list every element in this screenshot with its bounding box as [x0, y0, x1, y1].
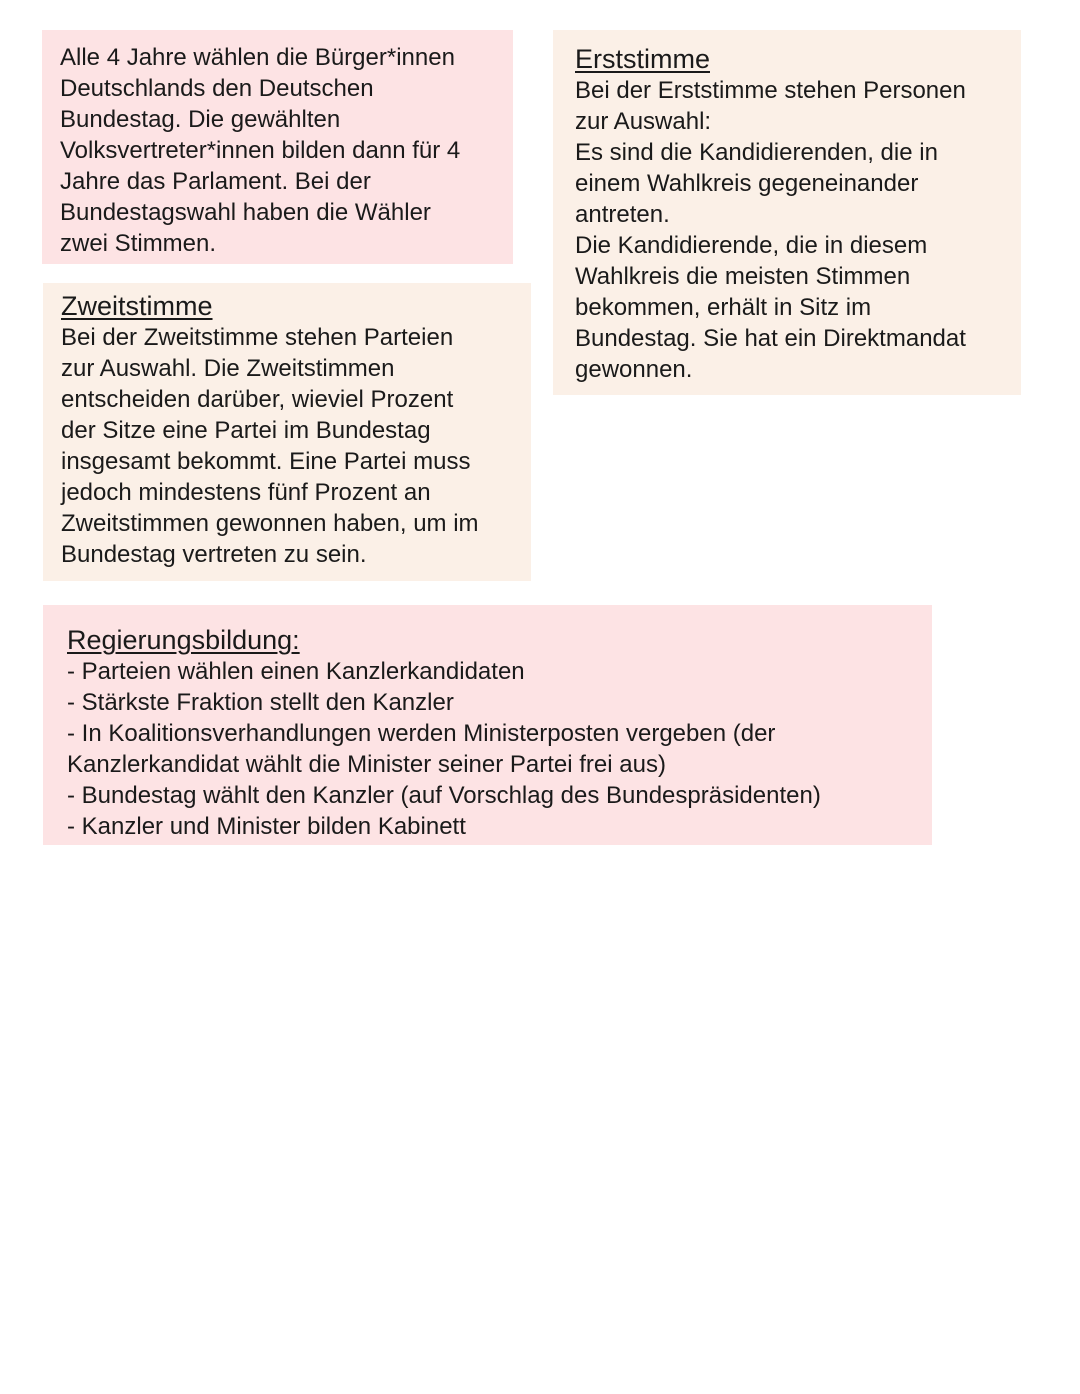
text-line: Es sind die Kandidierenden, die in: [575, 139, 938, 166]
text-line: bekommen, erhält in Sitz im: [575, 294, 872, 321]
list-item: - Parteien wählen einen Kanzlerkandidaten: [67, 658, 525, 685]
text-line: Die Kandidierende, die in diesem: [575, 232, 928, 259]
text-line: Wahlkreis die meisten Stimmen: [575, 263, 911, 290]
regierungsbildung-box: [43, 605, 932, 845]
text-line: zur Auswahl:: [575, 108, 712, 135]
erststimme-box: [553, 30, 1021, 395]
text-line: jedoch mindestens fünf Prozent an: [61, 479, 431, 506]
text-line: Alle 4 Jahre wählen die Bürger*innen: [60, 44, 455, 71]
text-line: Jahre das Parlament. Bei der: [60, 168, 371, 195]
intro-box: [42, 30, 513, 264]
text-line: zwei Stimmen.: [60, 230, 217, 257]
text-line: insgesamt bekommt. Eine Partei muss: [61, 448, 471, 475]
zweitstimme-heading: Zweitstimme: [61, 291, 213, 321]
list-item: - Bundestag wählt den Kanzler (auf Vorschlag des Bundespräsidenten): [67, 782, 821, 809]
zweitstimme-text: [61, 322, 525, 570]
text-line: zur Auswahl. Die Zweitstimmen: [61, 355, 395, 382]
list-item: Kanzlerkandidat wählt die Minister seiner Partei frei aus): [67, 751, 666, 778]
text-line: Bundestagswahl haben die Wähler: [60, 199, 431, 226]
list-item: - Kanzler und Minister bilden Kabinett: [67, 813, 466, 840]
text-line: einem Wahlkreis gegeneinander: [575, 170, 919, 197]
text-line: Bundestag. Die gewählten: [60, 106, 341, 133]
erststimme-heading: Erststimme: [575, 44, 710, 74]
text-line: entscheiden darüber, wieviel Prozent: [61, 386, 454, 413]
text-line: der Sitze eine Partei im Bundestag: [61, 417, 431, 444]
text-line: Bei der Zweitstimme stehen Parteien: [61, 324, 454, 351]
text-line: Deutschlands den Deutschen: [60, 75, 374, 102]
text-line: Volksvertreter*innen bilden dann für 4: [60, 137, 461, 164]
text-line: Bundestag. Sie hat ein Direktmandat: [575, 325, 966, 352]
text-line: Bundestag vertreten zu sein.: [61, 541, 367, 568]
list-item: - In Koalitionsverhandlungen werden Ministerposten vergeben (der: [67, 720, 776, 747]
erststimme-text: [575, 75, 1013, 385]
list-item: - Stärkste Fraktion stellt den Kanzler: [67, 689, 454, 716]
intro-text: [60, 42, 503, 259]
text-line: gewonnen.: [575, 356, 693, 383]
zweitstimme-box: [43, 283, 531, 581]
regierungsbildung-list: [67, 656, 922, 842]
regierungsbildung-heading: Regierungsbildung:: [67, 625, 300, 655]
text-line: Bei der Erststimme stehen Personen: [575, 77, 966, 104]
text-line: antreten.: [575, 201, 670, 228]
text-line: Zweitstimmen gewonnen haben, um im: [61, 510, 479, 537]
